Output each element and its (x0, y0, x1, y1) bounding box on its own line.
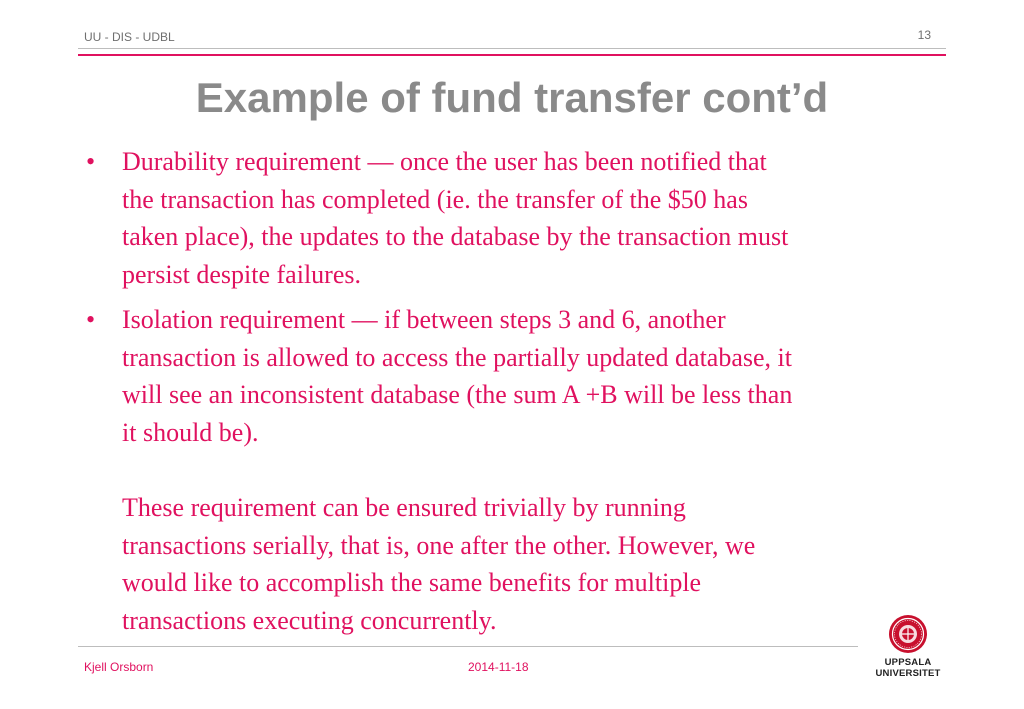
bullet-line: transaction is allowed to access the partially updated database, it (122, 342, 792, 372)
bullet-durability (86, 143, 942, 293)
bullet-line: Isolation requirement — if between steps 3 and 6, another (122, 305, 726, 334)
bullet-line: persist despite failures. (122, 259, 361, 289)
header-divider (78, 48, 946, 49)
slide-number: 13 (917, 28, 931, 42)
summary-paragraph (122, 489, 942, 639)
footer-date: 2014-11-18 (468, 660, 529, 674)
bullet-line: will see an inconsistent database (the sum A +B will be less than (122, 380, 793, 409)
header-accent-rule (78, 54, 946, 56)
logo-wordmark-line2: UNIVERSITET (875, 668, 941, 679)
bullet-line: it should be). (122, 417, 259, 447)
university-seal-icon (888, 614, 928, 654)
bullet-line: Durability requirement — once the user has been notified that (122, 147, 767, 176)
slide-title: Example of fund transfer cont’d (195, 74, 829, 121)
slide-body (86, 143, 942, 639)
footer-divider (78, 646, 858, 647)
paragraph-line: transactions serially, that is, one after the other. However, we (122, 530, 756, 560)
bullet-marker: • (86, 305, 96, 334)
bullet-line: taken place), the updates to the database by the transaction must (122, 222, 789, 251)
paragraph-line: These requirement can be ensured trivially by running (122, 493, 686, 522)
paragraph-line: would like to accomplish the same benefits for multiple (122, 568, 702, 597)
university-logo (860, 614, 956, 679)
logo-wordmark-line1: UPPSALA (884, 657, 932, 668)
bullet-line: the transaction has completed (ie. the transfer of the $50 has (122, 184, 748, 214)
footer-author: Kjell Orsborn (84, 660, 154, 674)
bullet-marker: • (86, 147, 96, 176)
paragraph-line: transactions executing concurrently. (122, 605, 497, 635)
header-course-label: UU - DIS - UDBL (84, 30, 175, 44)
bullet-isolation (86, 301, 942, 451)
